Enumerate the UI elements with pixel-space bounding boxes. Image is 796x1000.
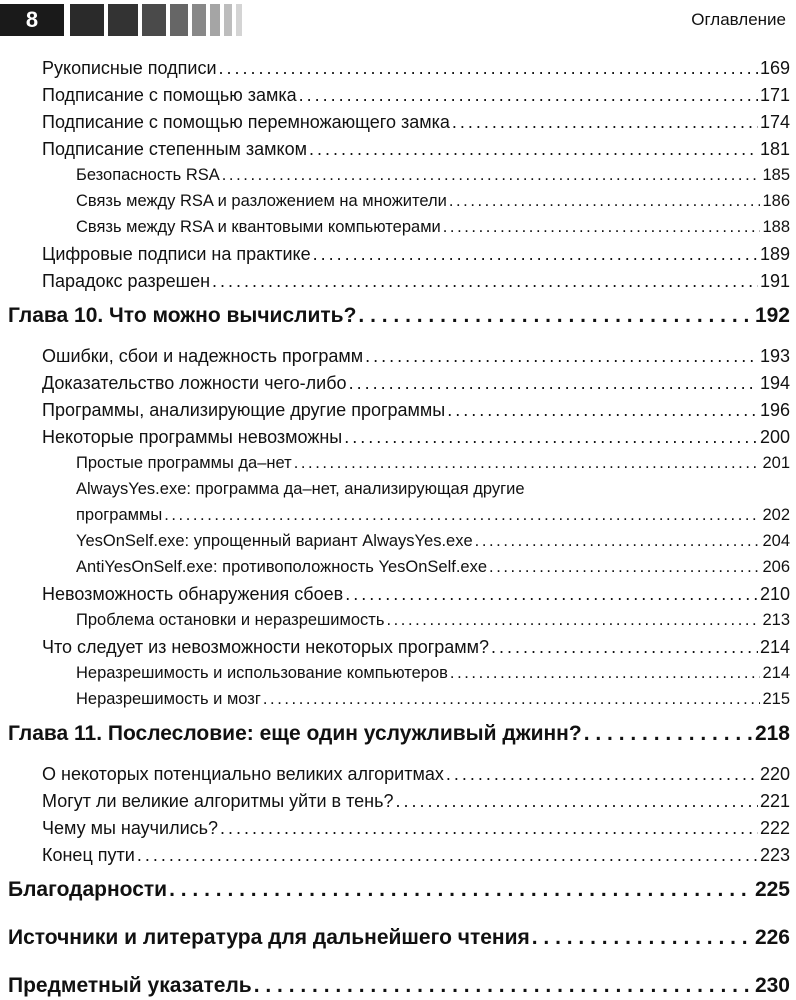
toc-entry-title: Доказательство ложности чего-либо [42, 373, 347, 393]
toc-entry[interactable] [0, 218, 790, 237]
toc-entry-title: Что следует из невозможности некоторых программ? [42, 637, 490, 657]
dot-leader [449, 192, 761, 211]
dot-leader [489, 558, 760, 577]
dot-leader [447, 400, 758, 421]
toc-entry[interactable] [0, 845, 790, 866]
header-decor-bar [70, 4, 104, 36]
dot-leader [263, 690, 761, 709]
toc-page-number: 181 [759, 139, 790, 159]
toc-entry[interactable] [0, 373, 790, 394]
toc-entry-title: AlwaysYes.exe: программа да–нет, анализирующая другие [76, 480, 525, 498]
dot-leader [358, 304, 753, 328]
dot-leader [450, 664, 761, 683]
toc-entry-title: Программы, анализирующие другие программы [42, 400, 446, 420]
toc-page-number: 186 [762, 192, 790, 210]
dot-leader [254, 974, 753, 998]
dot-leader [344, 427, 758, 448]
dot-leader [220, 818, 758, 839]
toc-page-number: 220 [759, 764, 790, 784]
toc-page-number: 215 [762, 690, 790, 708]
toc-chapter-entry[interactable] [0, 878, 790, 902]
toc-entry-title: Ошибки, сбои и надежность программ [42, 346, 364, 366]
toc-entry-title: Проблема остановки и неразрешимость [76, 611, 385, 629]
toc-entry-title: Рукописные подписи [42, 58, 217, 78]
toc-page-number: 201 [762, 454, 790, 472]
dot-leader [584, 722, 753, 746]
toc-entry-title: Неразрешимость и использование компьютеров [76, 664, 448, 682]
toc-page-number: 202 [762, 506, 790, 524]
toc-page-number: 174 [759, 112, 790, 132]
dot-leader [299, 85, 758, 106]
toc-entry-title: Невозможность обнаружения сбоев [42, 584, 344, 604]
header-decor-bar [142, 4, 166, 36]
toc-entry[interactable] [0, 664, 790, 683]
toc-page-number: 171 [759, 85, 790, 105]
toc-page-number: 194 [759, 373, 790, 393]
dot-leader [345, 584, 758, 605]
toc-entry[interactable] [0, 58, 790, 79]
toc-page-number: 222 [759, 818, 790, 838]
dot-leader [309, 139, 758, 160]
toc-entry-title: YesOnSelf.exe: упрощенный вариант AlwaysYes.exe [76, 532, 473, 550]
toc-entry-title: AntiYesOnSelf.exe: противоположность YesOnSelf.exe [76, 558, 488, 576]
toc-entry-title: Предметный указатель [8, 974, 252, 997]
toc-entry[interactable] [0, 611, 790, 630]
toc-entry-title: Простые программы да–нет [76, 454, 292, 472]
toc-entry-title: Неразрешимость и мозг [76, 690, 261, 708]
toc-page-number: 221 [759, 791, 790, 811]
header-decor-bar [108, 4, 138, 36]
toc-entry[interactable] [0, 166, 790, 185]
toc-entry-title: Подписание с помощью замка [42, 85, 297, 105]
toc-page-number: 196 [759, 400, 790, 420]
toc-entry-title: Подписание с помощью перемножающего замка [42, 112, 450, 132]
toc-page-number: 230 [754, 974, 790, 997]
toc-page-number: 169 [759, 58, 790, 78]
toc-entry[interactable] [0, 192, 790, 211]
toc-page-number: 200 [759, 427, 790, 447]
toc-entry[interactable] [0, 818, 790, 839]
dot-leader [443, 218, 761, 237]
toc-entry-title: программы [76, 506, 163, 524]
toc-entry[interactable] [0, 791, 790, 812]
toc-chapter-entry[interactable] [0, 304, 790, 328]
header-decor-bar [224, 4, 232, 36]
toc-entry[interactable] [0, 112, 790, 133]
toc-entry[interactable] [0, 764, 790, 785]
toc-page-number: 214 [759, 637, 790, 657]
dot-leader [475, 532, 761, 551]
page-number: 8 [0, 4, 64, 36]
dot-leader [532, 926, 753, 950]
dot-leader [395, 791, 757, 812]
toc-entry[interactable] [0, 244, 790, 265]
toc-entry[interactable] [0, 532, 790, 551]
toc-page-number: 206 [762, 558, 790, 576]
toc-page-number: 189 [759, 244, 790, 264]
toc-page-number: 185 [762, 166, 790, 184]
toc-entry[interactable] [0, 690, 790, 709]
toc-entry[interactable] [0, 427, 790, 448]
dot-leader [137, 845, 758, 866]
toc-entry[interactable] [0, 400, 790, 421]
toc-chapter-entry[interactable] [0, 926, 790, 950]
toc-entry[interactable] [0, 584, 790, 605]
dot-leader [313, 244, 758, 265]
toc-entry-title: Связь между RSA и квантовыми компьютерами [76, 218, 441, 236]
toc-page-number: 204 [762, 532, 790, 550]
toc-entry-title: Источники и литература для дальнейшего чтения [8, 926, 530, 949]
toc-entry-title: Цифровые подписи на практике [42, 244, 311, 264]
dot-leader [219, 58, 758, 79]
toc-entry-title: Могут ли великие алгоритмы уйти в тень? [42, 791, 394, 811]
toc-page-number: 226 [754, 926, 790, 949]
toc-entry-title: Парадокс разрешен [42, 271, 211, 291]
toc-entry[interactable] [0, 454, 790, 473]
header-decor-bar [192, 4, 206, 36]
toc-entry-title: Связь между RSA и разложением на множители [76, 192, 447, 210]
dot-leader [212, 271, 758, 292]
toc-chapter-entry[interactable] [0, 722, 790, 746]
header-decor-bar [236, 4, 242, 36]
toc-entry-title: О некоторых потенциально великих алгоритмах [42, 764, 444, 784]
toc-entry-title: Подписание степенным замком [42, 139, 307, 159]
toc-entry[interactable] [0, 558, 790, 577]
toc-entry-title: Безопасность RSA [76, 166, 220, 184]
dot-leader [294, 454, 761, 473]
running-title: Оглавление [691, 10, 786, 29]
dot-leader [365, 346, 758, 367]
dot-leader [446, 764, 758, 785]
header-decor-bar [210, 4, 220, 36]
toc-entry-title: Глава 10. Что можно вычислить? [8, 304, 357, 327]
toc-entry-title: Благодарности [8, 878, 168, 901]
toc-page-number: 225 [754, 878, 790, 901]
toc-entry[interactable] [0, 506, 790, 525]
toc-entry-title: Глава 11. Послесловие: еще один услужливый джинн? [8, 722, 582, 745]
toc-page-number: 192 [754, 304, 790, 327]
dot-leader [386, 611, 760, 630]
page-header [0, 0, 796, 40]
toc-page-number: 191 [759, 271, 790, 291]
toc-entry-title: Чему мы научились? [42, 818, 219, 838]
toc-page-number: 193 [759, 346, 790, 366]
toc-page-number: 218 [754, 722, 790, 745]
toc-entry[interactable] [0, 271, 790, 292]
dot-leader [164, 506, 760, 525]
dot-leader [349, 373, 758, 394]
toc-entry[interactable] [0, 346, 790, 367]
toc-chapter-entry[interactable] [0, 974, 790, 998]
toc-entry[interactable] [0, 637, 790, 658]
toc-page-number: 214 [762, 664, 790, 682]
dot-leader [491, 637, 758, 658]
dot-leader [222, 166, 761, 185]
dot-leader [169, 878, 753, 902]
toc-entry[interactable] [0, 139, 790, 160]
toc-entry-title: Некоторые программы невозможны [42, 427, 343, 447]
dot-leader [452, 112, 758, 133]
toc-entry-title: Конец пути [42, 845, 135, 865]
toc-page-number: 188 [762, 218, 790, 236]
toc-entry[interactable] [0, 85, 790, 106]
header-decor-bar [170, 4, 188, 36]
toc-page-number: 223 [759, 845, 790, 865]
toc-page-number: 213 [762, 611, 790, 629]
toc-page-number: 210 [759, 584, 790, 604]
